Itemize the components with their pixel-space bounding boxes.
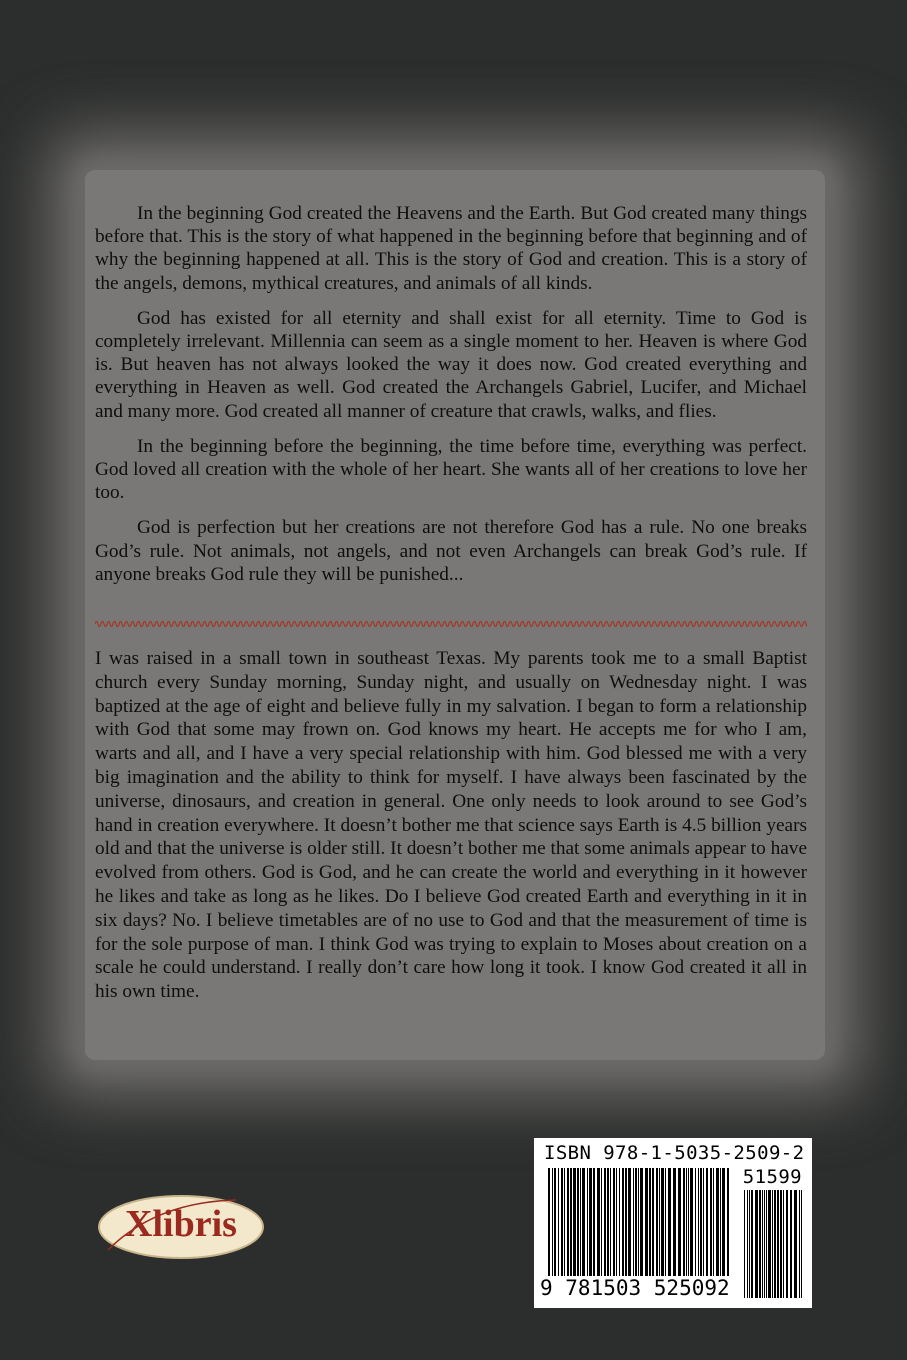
barcode-bar [573,1168,576,1276]
barcode-bar [610,1168,611,1276]
barcode-bar [625,1168,627,1276]
barcode-bar [649,1168,651,1276]
barcode-bar [607,1168,609,1276]
barcode-addon-bar [747,1190,748,1298]
barcode-bar [710,1168,712,1276]
barcode-bar [659,1168,660,1276]
barcode-bar [580,1168,581,1276]
author-bio-text: I was raised in a small town in southeast Texas. My parents took me to a small Baptist church every Sunday morning, Sunday night, and usually on Wednesday night. I was baptized at the age of eight and believe fully in my salvation. I began to form a relationship with God that some may frown on. God knows my heart. He accepts me for who I am, warts and all, and I have a very special relationship with him. God blessed me with a very big imagination and the ability to think for myself. I have always been fascinated by the universe, dinosaurs, and creation in general. One only needs to look around to see God’s hand in creation everywhere. It doesn’t bother me that science says Earth is 4.5 billion years old and that the universe is older still. It doesn’t bother me that some animals appear to have evolved from others. God is God, and he can create the world and everything in it however he likes and take as long as he likes. Do I believe God created Earth and everything in it in six days? No. I believe timetables are of no use to God and that the measurement of time is for the sole purpose of man. I think God was trying to explain to Moses about creation on a scale he could understand. I really don’t care how long it took. I know God created it all in his own time. [95,648,807,1003]
ornamental-divider [95,618,807,630]
barcode-bar [619,1168,620,1276]
barcode-bar [686,1168,687,1276]
barcode-bar [552,1168,553,1276]
barcode-bar [554,1168,556,1276]
barcode-bar [706,1168,708,1276]
barcode-bar [564,1168,565,1276]
barcode-bar [665,1168,666,1276]
barcode-bar [597,1168,600,1276]
ean-digits: 9 781503 525092 [540,1276,730,1300]
barcode-addon-bar [786,1190,788,1298]
publisher-logo-text: Xlibris [125,1203,237,1245]
barcode-addon-bar [749,1190,750,1298]
isbn-label: ISBN 978-1-5035-2509-2 [544,1142,805,1164]
barcode-bar [720,1168,721,1276]
addon-number: 51599 [742,1166,802,1188]
barcode-addon-bar [794,1190,797,1298]
barcode-addon-bar [801,1190,802,1298]
barcode-addon-bar [772,1190,773,1298]
publisher-logo [96,1192,266,1262]
barcode-addon-bar [774,1190,776,1298]
barcode-addon-bar [777,1190,779,1298]
barcode-bar [690,1168,693,1276]
barcode-bar [652,1168,654,1276]
barcode-bar [703,1168,704,1276]
barcode-addon-bar [759,1190,761,1298]
barcode-bar [628,1168,631,1276]
barcode-bar [722,1168,725,1276]
book-blurb [95,202,807,598]
barcode-bar [567,1168,569,1276]
barcode-addon-bar [799,1190,800,1298]
barcode-bar [673,1168,676,1276]
barcode-addon-bar [744,1190,745,1298]
barcode-addon-bar [783,1190,784,1298]
barcode-bar [668,1168,671,1276]
blurb-paragraph: God is perfection but her creations are not therefore God has a rule. No one breaks God’s rule. Not animals, not angels, and not even Archangels can break God’s rule. If anyone breaks God rule they will be punished... [95,517,807,585]
barcode-addon-bar [768,1190,771,1298]
barcode-bar [582,1168,585,1276]
barcode-bar [613,1168,615,1276]
barcode-bar [633,1168,634,1276]
isbn-barcode [534,1138,812,1308]
blurb-paragraph: In the beginning God created the Heavens and the Earth. But God created many things before that. This is the story of what happened in the beginning before that beginning and of why the beginning happened at all. This is the story of God and creation. This is a story of the angels, demons, mythical creatures, and animals of all kinds. [95,203,807,294]
barcode-addon-bar [790,1190,792,1298]
barcode-bar [638,1168,639,1276]
barcode-addon-bar [780,1190,782,1298]
barcode-bar [713,1168,714,1276]
barcode-bar [716,1168,719,1276]
barcode-bar [622,1168,624,1276]
author-bio [95,647,807,1004]
barcode-bar [577,1168,579,1276]
barcode-addon-bar [751,1190,753,1298]
barcode-bar [604,1168,606,1276]
barcode-bar [645,1168,648,1276]
barcode-bar [601,1168,602,1276]
barcode-bar [593,1168,595,1276]
barcode-bar [683,1168,685,1276]
barcode-addon-bar [762,1190,763,1298]
barcode-bar [727,1168,729,1276]
barcode-bar [548,1168,550,1276]
blurb-paragraph: God has existed for all eternity and shall exist for all eternity. Time to God is completely irrelevant. Millennia can seem as a single moment to her. Heaven is where God is. But heaven has not always looked the way it does now. God created everything and everything in Heaven as well. God created the Archangels Gabriel, Lucifer, and Michael and many more. God created all manner of creature that crawls, walks, and flies. [95,307,807,422]
barcode-bar [635,1168,637,1276]
barcode-addon-bar [755,1190,758,1298]
barcode-bar [678,1168,681,1276]
barcode-bar [656,1168,658,1276]
barcode-bar [570,1168,572,1276]
barcode-addon-bar [764,1190,765,1298]
barcode-bar [589,1168,592,1276]
barcode-bar [661,1168,664,1276]
barcode-bar [587,1168,588,1276]
barcode-bar [558,1168,559,1276]
barcode-bar [695,1168,696,1276]
barcode-bar [698,1168,699,1276]
barcode-bar [640,1168,643,1276]
barcode-bar [616,1168,617,1276]
barcode-bar [700,1168,702,1276]
barcode-addon-bar [766,1190,767,1298]
barcode-bar [561,1168,563,1276]
blurb-paragraph: In the beginning before the beginning, the time before time, everything was perfect. God loved all creation with the whole of her heart. She wants all of her creations to love her too. [95,435,807,504]
barcode-bar [688,1168,689,1276]
